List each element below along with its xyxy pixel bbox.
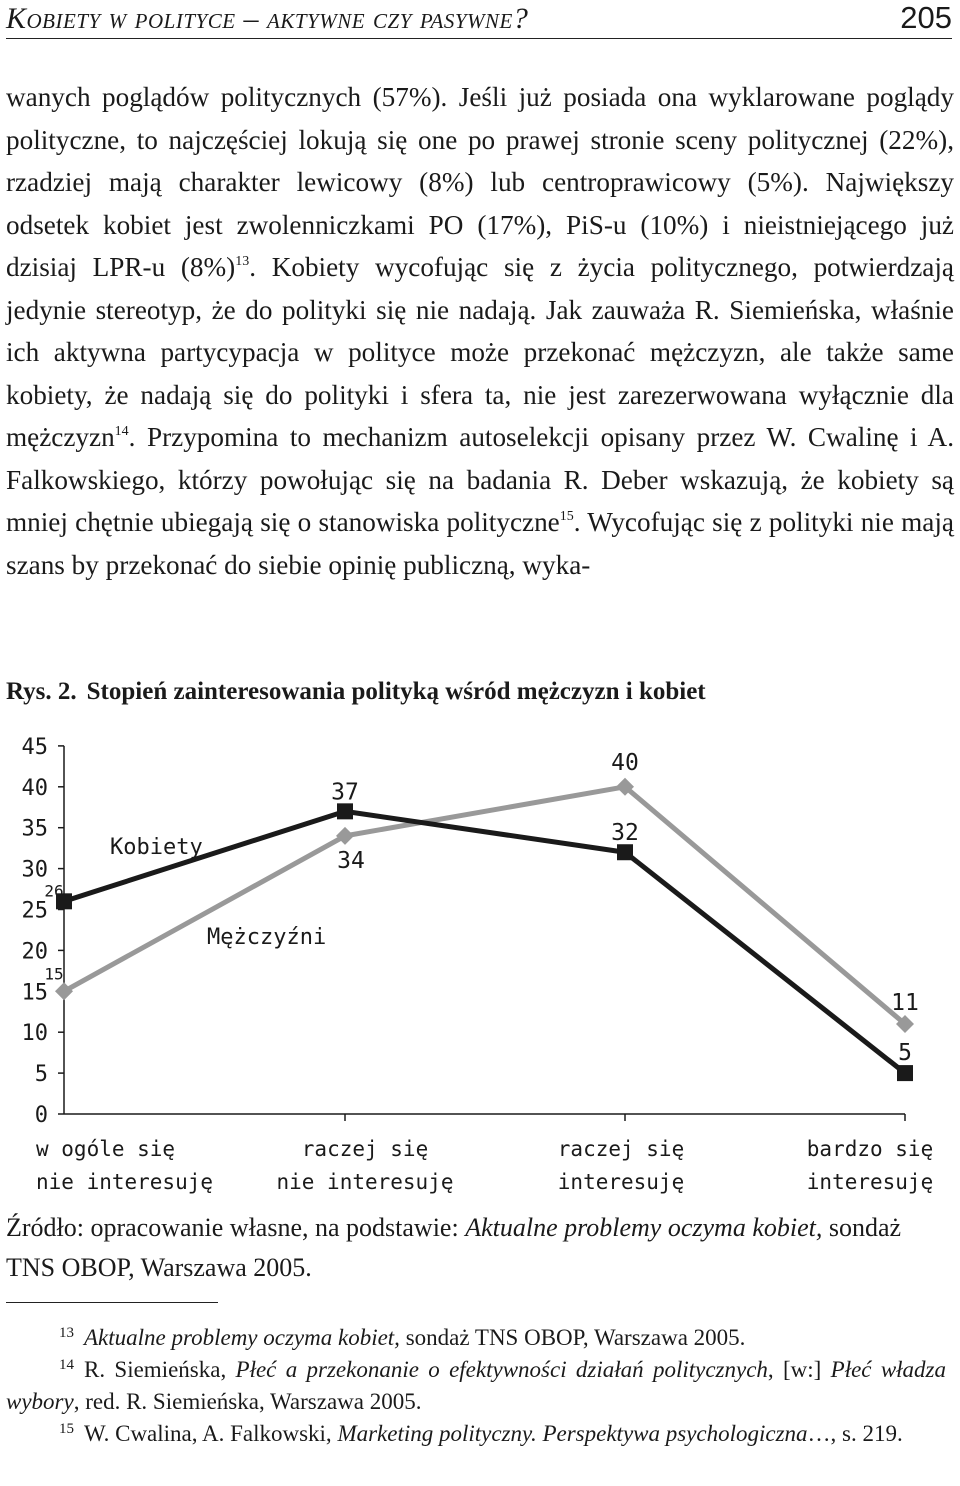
x-tick-label: bardzo się bbox=[806, 1137, 934, 1161]
data-label: 26 bbox=[44, 881, 64, 901]
footnote-text: , red. R. Siemieńska, Warszawa 2005. bbox=[73, 1389, 422, 1414]
data-point-kobiety bbox=[337, 803, 353, 819]
footnotes bbox=[6, 1322, 946, 1450]
series-label: Mężczyźni bbox=[207, 925, 327, 950]
source-note bbox=[6, 1208, 954, 1288]
x-tick-label: raczej się bbox=[301, 1137, 429, 1161]
footnote-ref: 13 bbox=[235, 254, 250, 269]
source-prefix: Źródło: opracowanie własne, na podstawie: bbox=[6, 1213, 466, 1242]
data-label: 34 bbox=[337, 847, 365, 874]
x-tick-label: nie interesuję bbox=[276, 1170, 454, 1194]
y-tick-label: 10 bbox=[21, 1021, 48, 1047]
body-text-run: . Przypomina to mechanizm autoselekcji opisany przez W. Cwalinę i A. Falkowskiego, którzy powołując się na badania R. Deber wskazują, że kobiety są mniej chętnie ubiegają się o stanowiska polityczne bbox=[6, 422, 954, 537]
y-tick-label: 40 bbox=[21, 775, 48, 801]
data-point-kobiety bbox=[897, 1065, 913, 1081]
footnote-rule bbox=[6, 1302, 218, 1303]
footnote-title: Aktualne problemy oczyma kobiet, bbox=[84, 1325, 400, 1350]
x-tick-label: interesuję bbox=[557, 1170, 685, 1194]
y-tick-label: 35 bbox=[21, 816, 48, 842]
series-line-mezczyzni bbox=[64, 787, 905, 1024]
y-tick-label: 15 bbox=[21, 980, 48, 1006]
body-paragraph bbox=[6, 76, 954, 586]
footnote-title: Płeć a przekonanie o efektywności działań politycznych bbox=[235, 1357, 768, 1382]
x-tick-label: nie interesuję bbox=[36, 1170, 214, 1194]
running-head bbox=[6, 0, 952, 40]
line-chart bbox=[0, 726, 960, 1196]
footnote-text: W. Cwalina, A. Falkowski, bbox=[84, 1421, 338, 1446]
figure-title: Stopień zainteresowania polityką wśród mężczyzn i kobiet bbox=[86, 678, 706, 705]
source-italic: Aktualne problemy oczyma kobiet, bbox=[465, 1213, 823, 1242]
header-rule bbox=[6, 38, 952, 39]
data-label: 15 bbox=[44, 964, 64, 984]
running-title: Kobiety w polityce – aktywne czy pasywne? bbox=[6, 2, 529, 35]
data-label: 32 bbox=[611, 820, 639, 847]
x-tick-label: w ogóle się bbox=[36, 1137, 176, 1161]
series-label: Kobiety bbox=[110, 835, 203, 860]
footnote-ref: 14 bbox=[114, 424, 129, 439]
footnote-title: Płeć władza wybory bbox=[6, 1357, 946, 1414]
footnote-text: sondaż TNS OBOP, Warszawa 2005. bbox=[399, 1325, 746, 1350]
y-tick-label: 20 bbox=[21, 939, 48, 965]
footnote-ref: 15 bbox=[559, 509, 574, 524]
y-tick-label: 30 bbox=[21, 857, 48, 883]
body-text-run: . Wycofując się z polityki nie mają szans by przekonać do siebie opinię publiczną, wyka- bbox=[6, 507, 954, 580]
y-tick-label: 45 bbox=[21, 734, 48, 760]
y-tick-label: 25 bbox=[21, 898, 48, 924]
data-label: 11 bbox=[891, 990, 919, 1017]
source-suffix: sondaż TNS OBOP, Warszawa 2005. bbox=[6, 1213, 902, 1282]
body-text-run: wanych poglądów politycznych (57%). Jeśli już posiada ona wyklarowane poglądy polityczne, to najczęściej lokują się one po prawej stronie sceny politycznej (22%), rzadziej mają charakter lewicowy (8%) lub centroprawicowy (5%). Największy odsetek kobiet jest zwolenniczkami PO (17%), PiS-u (10%) i nieistniejącego już dzisiaj LPR-u (8%) bbox=[6, 82, 954, 282]
y-tick-label: 5 bbox=[34, 1062, 48, 1088]
y-tick-label: 0 bbox=[34, 1103, 48, 1128]
page-number: 205 bbox=[900, 0, 952, 35]
data-label: 40 bbox=[611, 749, 639, 776]
footnote-title: Marketing polityczny. Perspektywa psychologiczna bbox=[337, 1421, 808, 1446]
figure-caption bbox=[6, 678, 706, 706]
data-label: 5 bbox=[898, 1040, 912, 1067]
footnote-text: …, s. 219. bbox=[807, 1421, 903, 1446]
footnote-text: , [w:] bbox=[767, 1357, 831, 1382]
footnote: 13 Aktualne problemy oczyma kobiet, sondaż TNS OBOP, Warszawa 2005. bbox=[59, 1325, 746, 1350]
footnote-text: R. Siemieńska, bbox=[84, 1357, 236, 1382]
footnote: 14 R. Siemieńska, Płeć a przekonanie o efektywności działań politycznych, [w:] Płeć władza wybory, red. R. Siemieńska, Warszawa 2005. bbox=[6, 1357, 946, 1414]
data-label: 37 bbox=[331, 779, 359, 806]
data-point-kobiety bbox=[617, 844, 633, 860]
footnote: 15 W. Cwalina, A. Falkowski, Marketing polityczny. Perspektywa psychologiczna…, s. 219. bbox=[59, 1421, 903, 1446]
body-text-run: . Kobiety wycofując się z życia politycznego, potwierdzają jedynie stereotyp, że do polityki się nie nadają. Jak zauważa R. Siemieńska, właśnie ich aktywna partycypacja w polityce może przekonać mężczyzn, ale także same kobiety, że nadają się do polityki i sfera ta, nie jest zarezerwowana wyłącznie dla mężczyzn bbox=[6, 252, 954, 452]
x-tick-label: interesuję bbox=[806, 1170, 934, 1194]
figure-label: Rys. 2. bbox=[6, 678, 77, 705]
x-tick-label: raczej się bbox=[557, 1137, 685, 1161]
